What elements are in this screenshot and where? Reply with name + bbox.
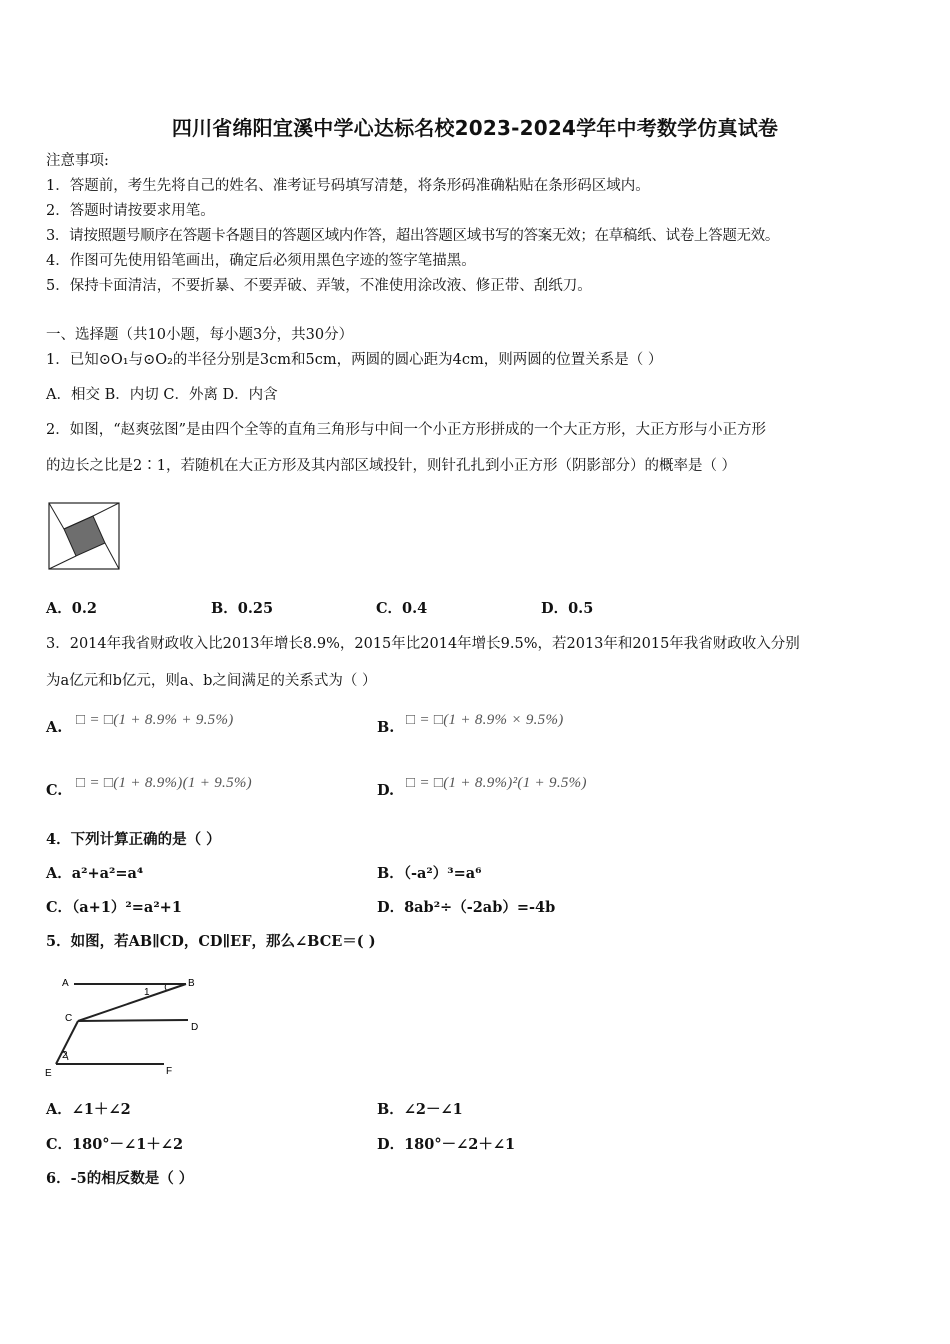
question-3-option-c-formula: □ = □(1 + 8.9%)(1 + 9.5%) bbox=[76, 775, 252, 791]
question-3-option-c-label: C. bbox=[46, 782, 63, 799]
question-3-line-2: 为a亿元和b亿元，则a、b之间满足的关系式为（ ） bbox=[46, 673, 377, 689]
notice-item: 5．保持卡面清洁，不要折暴、不要弄破、弄皱，不准使用涂改液、修正带、刮纸刀。 bbox=[46, 278, 592, 294]
notice-item: 3．请按照题号顺序在答题卡各题目的答题区域内作答，超出答题区域书写的答案无效；在草稿纸、试卷上答题无效。 bbox=[46, 228, 780, 244]
figure-label-a: A bbox=[62, 978, 69, 989]
question-1-options: A．相交 B．内切 C．外离 D．内含 bbox=[46, 387, 278, 403]
question-2-line-1: 2．如图，“赵爽弦图”是由四个全等的直角三角形与中间一个小正方形拼成的一个大正方形，大正方形与小正方形 bbox=[46, 422, 767, 438]
notice-heading: 注意事项: bbox=[46, 153, 109, 169]
notice-item: 4．作图可先使用铅笔画出，确定后必须用黑色字迹的签字笔描黑。 bbox=[46, 253, 476, 269]
question-2-option-a: A．0.2 bbox=[46, 600, 97, 617]
question-3-option-b-label: B. bbox=[377, 719, 395, 736]
question-5-stem: 5．如图，若AB∥CD，CD∥EF，那么∠BCE＝( ) bbox=[46, 933, 376, 950]
question-4-option-c: C．（a+1）²=a²+1 bbox=[46, 899, 182, 916]
question-2-option-d: D．0.5 bbox=[541, 600, 594, 617]
figure-label-e: E bbox=[45, 1068, 52, 1079]
question-1-stem: 1．已知⊙O₁与⊙O₂的半径分别是3cm和5cm，两圆的圆心距为4cm，则两圆的位置关系是（ ） bbox=[46, 352, 663, 368]
page-title: 四川省绵阳宜溪中学心达标名校2023-2024学年中考数学仿真试卷 bbox=[171, 116, 779, 140]
figure-label-d: D bbox=[191, 1022, 199, 1033]
question-5-option-c: C．180°－∠1＋∠2 bbox=[46, 1136, 184, 1153]
section-heading: 一、选择题（共10小题，每小题3分，共30分） bbox=[46, 327, 354, 343]
question-5-option-a: A．∠1＋∠2 bbox=[46, 1101, 131, 1118]
question-2-option-c: C．0.4 bbox=[376, 600, 428, 617]
figure-label-angle-1: 1 bbox=[144, 987, 150, 998]
question-4-option-a: A．a²+a²=a⁴ bbox=[46, 865, 144, 882]
question-6-stem: 6．-5的相反数是（ ） bbox=[46, 1170, 194, 1187]
question-2-option-b: B．0.25 bbox=[211, 600, 274, 617]
question-5-option-b: B．∠2－∠1 bbox=[377, 1101, 463, 1118]
zhao-shuang-diagram bbox=[46, 500, 122, 572]
parallel-lines-figure bbox=[40, 970, 210, 1082]
question-3-option-d-formula: □ = □(1 + 8.9%)²(1 + 9.5%) bbox=[406, 775, 587, 791]
question-3-option-d-label: D. bbox=[377, 782, 395, 799]
figure-label-c: C bbox=[65, 1013, 73, 1024]
question-4-stem: 4．下列计算正确的是（ ） bbox=[46, 831, 221, 848]
question-4-option-b: B．（-a²）³=a⁶ bbox=[377, 865, 482, 882]
question-3-option-a-label: A. bbox=[46, 719, 63, 736]
question-4-option-d: D．8ab²÷（-2ab）=-4b bbox=[377, 899, 556, 916]
notice-item: 2．答题时请按要求用笔。 bbox=[46, 203, 215, 219]
notice-item: 1．答题前，考生先将自己的姓名、准考证号码填写清楚，将条形码准确粘贴在条形码区域内。 bbox=[46, 178, 650, 194]
question-3-line-1: 3．2014年我省财政收入比2013年增长8.9%，2015年比2014年增长9.5%，若2013年和2015年我省财政收入分别 bbox=[46, 636, 800, 652]
figure-label-f: F bbox=[166, 1066, 173, 1077]
question-3-option-a-formula: □ = □(1 + 8.9% + 9.5%) bbox=[76, 712, 234, 728]
question-5-option-d: D．180°－∠2＋∠1 bbox=[377, 1136, 516, 1153]
question-3-option-b-formula: □ = □(1 + 8.9% × 9.5%) bbox=[406, 712, 564, 728]
figure-label-b: B bbox=[188, 978, 195, 989]
question-2-line-2: 的边长之比是2∶1，若随机在大正方形及其内部区域投针，则针孔扎到小正方形（阴影部分）的概率是（ ） bbox=[46, 458, 737, 474]
figure-label-angle-2: 2 bbox=[62, 1050, 68, 1061]
